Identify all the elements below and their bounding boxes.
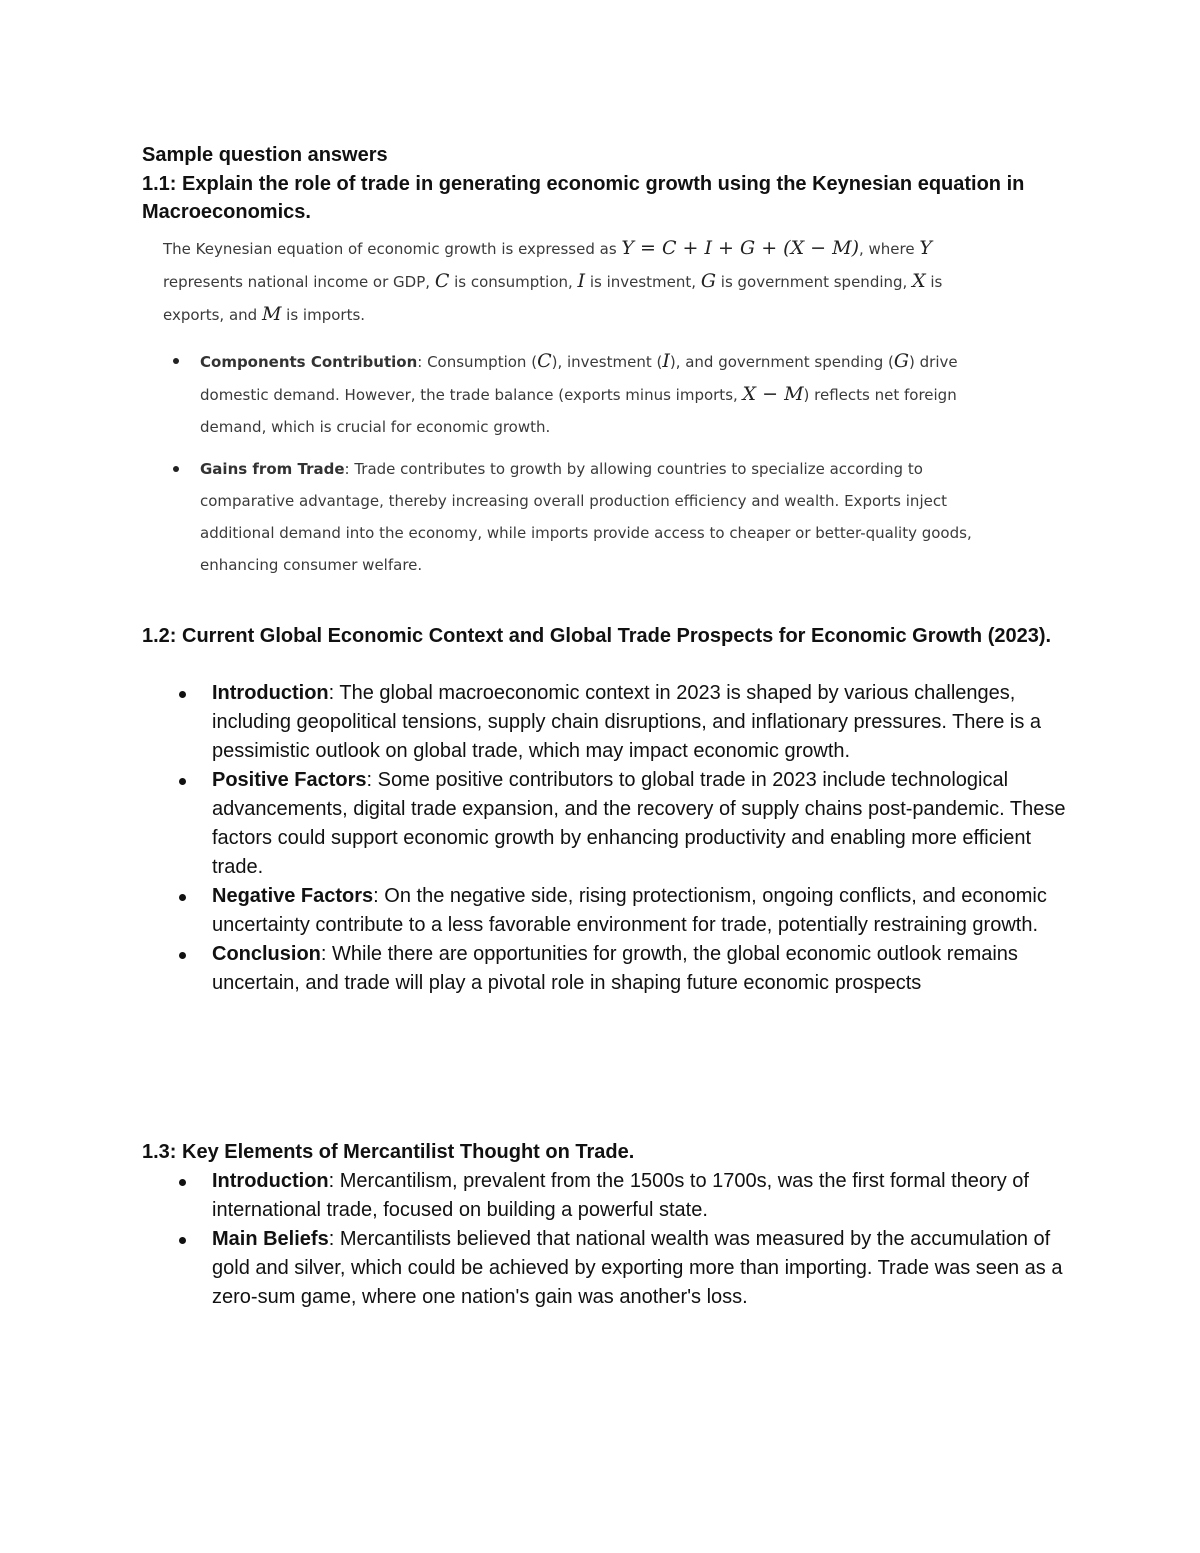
bullet-text: ) reflects net foreign demand, which is crucial for economic growth. (200, 386, 957, 436)
bullet-label: Conclusion (212, 943, 321, 965)
symbol-y: Y (919, 237, 932, 259)
bullet-dot-icon (173, 358, 179, 364)
list-item (142, 766, 1072, 882)
bullet-label: Main Beliefs (212, 1228, 329, 1250)
bullet-text: : Trade contributes to growth by allowing countries to specialize according to comparative advantage, thereby increasing overall production efficiency and wealth. Exports inject additional demand into the economy, while imports provide access to cheaper or better-quality goods, enhancing consumer welfare. (200, 460, 972, 574)
symbol-g: G (893, 350, 910, 372)
list-item (163, 345, 993, 443)
bullet-text: : While there are opportunities for growth, the global economic outlook remains uncertain, and trade will play a pivotal role in shaping future economic prospects (212, 943, 1018, 994)
list-item (142, 940, 1072, 998)
symbol-x: X (912, 270, 926, 292)
list-item (142, 679, 1072, 766)
bullet-label: Introduction (212, 1170, 329, 1192)
bullet-label: Gains from Trade (200, 460, 345, 478)
intro-text: The Keynesian equation of economic growth is expressed as (163, 240, 622, 258)
bullet-label: Components Contribution (200, 353, 418, 371)
bullet-text: : Mercantilism, prevalent from the 1500s to 1700s, was the first formal theory of international trade, focused on building a powerful state. (212, 1170, 1029, 1221)
question-1-2-heading: 1.2: Current Global Economic Context and Global Trade Prospects for Economic Growth (2023). (142, 625, 1052, 647)
keynesian-bullet-list (163, 345, 993, 581)
list-item (142, 1167, 1072, 1225)
mercantilism-bullet-list (142, 1167, 1072, 1312)
symbol-i: I (662, 350, 670, 372)
intro-text: is investment, (585, 273, 701, 291)
bullet-label: Negative Factors (212, 885, 374, 907)
symbol-g: G (700, 270, 717, 292)
bullet-label: Positive Factors (212, 769, 367, 791)
bullet-dot-icon (179, 1179, 186, 1186)
list-item (142, 1225, 1072, 1312)
symbol-x-minus-m: X − M (742, 383, 804, 405)
symbol-m: M (261, 303, 282, 325)
bullet-label: Introduction (212, 682, 329, 704)
bullet-text: : Consumption ( (417, 353, 538, 371)
bullet-text: : Some positive contributors to global trade in 2023 include technological advancements, digital trade expansion, and the recovery of supply chains post-pandemic. These factors could support economic growth by enhancing productivity and enabling more efficient trade. (212, 769, 1066, 878)
bullet-text: : Mercantilists believed that national wealth was measured by the accumulation of gold and silver, which could be achieved by exporting more than importing. Trade was seen as a zero-sum game, where one nation's gain was another's loss. (212, 1228, 1063, 1308)
bullet-dot-icon (179, 952, 186, 959)
bullet-text: ), and government spending ( (669, 353, 894, 371)
list-item (142, 882, 1072, 940)
document-title: Sample question answers (142, 144, 388, 166)
bullet-dot-icon (179, 691, 186, 698)
bullet-text: : On the negative side, rising protectionism, ongoing conflicts, and economic uncertainty contribute to a less favorable environment for trade, potentially restraining growth. (212, 885, 1047, 936)
symbol-c: C (434, 270, 450, 292)
bullet-dot-icon (173, 466, 179, 472)
question-1-1-heading: 1.1: Explain the role of trade in generating economic growth using the Keynesian equation in Macroeconomics. (142, 173, 1025, 223)
intro-text: , where (859, 240, 920, 258)
keynesian-answer-block (163, 232, 993, 591)
bullet-dot-icon (179, 1237, 186, 1244)
bullet-dot-icon (179, 894, 186, 901)
keynesian-intro-paragraph (163, 232, 993, 331)
keynesian-equation: Y = C + I + G + (X − M) (621, 237, 859, 259)
bullet-text: ) drive domestic demand. However, the trade balance (exports minus imports, (200, 353, 958, 404)
symbol-c: C (537, 350, 552, 372)
bullet-dot-icon (179, 778, 186, 785)
bullet-text: ), investment ( (551, 353, 663, 371)
global-context-bullet-list (142, 679, 1072, 998)
list-item (163, 453, 993, 581)
intro-text: is imports. (281, 306, 366, 324)
intro-text: is consumption, (449, 273, 578, 291)
intro-text: is government spending, (716, 273, 913, 291)
question-1-3-heading: 1.3: Key Elements of Mercantilist Thought on Trade. (142, 1141, 635, 1163)
bullet-text: : The global macroeconomic context in 2023 is shaped by various challenges, including geopolitical tensions, supply chain disruptions, and inflationary pressures. There is a pessimistic outlook on global trade, which may impact economic growth. (212, 682, 1041, 762)
intro-text: represents national income or GDP, (163, 273, 435, 291)
symbol-i: I (577, 270, 586, 292)
intro-text: is exports, and (163, 273, 943, 324)
